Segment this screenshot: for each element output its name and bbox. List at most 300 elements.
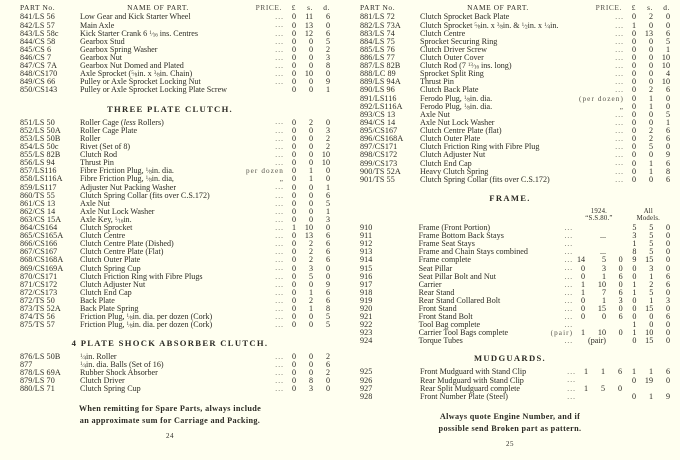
table-row [8, 86, 332, 94]
table-row [348, 30, 672, 38]
price-pence-cell: 1 [665, 44, 670, 54]
part-number-cell: 883/LS 74 [360, 28, 395, 38]
price-leader-cell: ... [275, 321, 284, 330]
price-leader-cell: ... [567, 392, 576, 401]
price-b-pence-cell: 0 [665, 328, 670, 338]
part-number-cell: 927 [360, 383, 373, 393]
part-name-cell: Roller [80, 133, 101, 143]
price-leader-cell: ... [615, 167, 624, 176]
price-leader-cell: ... [615, 62, 624, 71]
price-b-pounds-cell: 9 [632, 255, 637, 265]
part-name-cell: Ferodo Plug, $^1⁄_8in$. dia. [420, 101, 493, 112]
table-row [348, 265, 672, 273]
part-name-cell: Thrust Pin [420, 77, 454, 87]
part-name-cell: Gearbox Spring Washer [80, 44, 158, 54]
price-leader-cell: ... [615, 45, 624, 54]
price-leader-cell: ... [564, 223, 574, 232]
price-shillings-cell: 1 [308, 304, 313, 314]
part-name-cell: Thrust Pin [80, 158, 114, 168]
price-leader-cell: ... [275, 360, 284, 369]
table-row [348, 46, 672, 54]
part-name-cell: Clutch Spring Collar (fits over C.S.172) [80, 190, 210, 200]
part-name-cell: Clutch Adjuster Nut [420, 150, 486, 160]
part-number-cell: 921 [360, 312, 373, 322]
price-pence-cell: 0 [325, 263, 330, 273]
part-name-cell: Clutch Outer Cover [420, 52, 484, 62]
price-shillings-cell: 0 [648, 36, 653, 46]
price-pence-cell: 6 [325, 239, 330, 249]
part-number-cell: 855/LS 82B [20, 149, 61, 159]
table-row [348, 111, 672, 119]
part-name-cell: Clutch Centre Plate (Dished) [80, 239, 174, 249]
frame-price-col-a-header [573, 208, 625, 224]
part-number-cell: 872/TS 50 [20, 295, 55, 305]
price-pence-cell: 0 [325, 69, 330, 79]
price-pounds-cell: 0 [631, 85, 636, 95]
part-number-cell: 898/CS172 [360, 150, 398, 160]
price-shillings-cell: 13 [304, 231, 313, 241]
price-leader-cell: ... [615, 127, 624, 136]
part-name-cell: Carrier Tool Bags complete [418, 328, 509, 338]
part-name-cell: Sprocket Securing Ring [420, 36, 498, 46]
price-leader-cell: ... [275, 385, 284, 394]
price-leader-cell: ... [275, 224, 284, 232]
part-name-cell: Adjuster Nut Packing Washer [80, 182, 177, 192]
part-name-cell: Carrier [418, 279, 442, 289]
price-pounds-cell: 0 [291, 182, 296, 192]
price-pence-cell: 6 [325, 190, 330, 200]
price-pounds-cell: 0 [291, 133, 296, 143]
price-pounds-cell: 0 [291, 263, 296, 273]
price-a-pence-cell: 0 [617, 383, 622, 393]
table-row [8, 30, 332, 38]
part-name-cell: Sprocket Split Ring [420, 69, 484, 79]
price-shillings-cell: 1 [648, 101, 653, 111]
part-name-cell: Gearbox Nut [80, 52, 123, 62]
price-shillings-cell: 0 [308, 44, 313, 54]
price-pounds-cell: 0 [291, 149, 296, 159]
price-pounds-cell: 0 [291, 367, 296, 377]
right-footer-line-2: possible send Broken part as pattern. [438, 423, 582, 433]
price-a-pence-cell: 0 [618, 255, 623, 265]
price-a-pounds-cell: 0 [580, 295, 586, 305]
part-number-cell: 916 [360, 271, 373, 281]
price-shillings-cell: 3 [308, 263, 313, 273]
price-pounds-cell: 0 [291, 384, 296, 394]
price-a-shillings-cell: 5 [601, 255, 607, 265]
price-pence-cell: 3 [325, 52, 330, 62]
part-number-cell: 928 [360, 391, 373, 401]
price-pence-cell: 0 [665, 12, 670, 22]
price-leader-cell: ... [564, 288, 574, 297]
price-pence-cell: 8 [665, 166, 670, 176]
price-b-pence-cell: 0 [665, 304, 670, 313]
price-pounds-cell: 0 [291, 61, 296, 71]
price-pounds-cell: 0 [631, 28, 636, 38]
price-pence-cell: 1 [325, 85, 330, 95]
price-b-shillings-cell: 5 [649, 231, 654, 241]
left-footer-note [8, 403, 332, 427]
price-pence-cell: 8 [325, 61, 330, 71]
part-name-cell: Kick Starter Crank 6 $^1⁄_{16}$ ins. Centres [80, 28, 199, 39]
price-leader-cell: ... [564, 240, 574, 249]
price-leader-cell: ... [564, 312, 574, 321]
part-number-cell: 912 [360, 239, 373, 249]
price-shillings-cell: 2 [308, 295, 313, 305]
part-number-cell: 849/CS 66 [20, 77, 56, 87]
frame-col-b-line2: Models. [636, 214, 661, 222]
price-pence-cell: 5 [325, 312, 330, 322]
table-row [348, 313, 672, 321]
price-leader-cell: ... [615, 70, 624, 79]
part-number-cell: 859/LS117 [20, 182, 57, 192]
price-shillings-cell: 0 [308, 141, 313, 151]
price-b-pounds-cell: 0 [632, 271, 637, 281]
price-leader-cell: ... [615, 13, 624, 22]
price-shillings-cell: 0 [308, 61, 313, 71]
part-name-cell: Rivet (Set of 8) [80, 141, 131, 151]
part-number-cell: 867/CS167 [20, 247, 58, 257]
price-pounds-cell: 0 [291, 28, 296, 38]
part-name-cell: Front Stand [418, 304, 457, 313]
part-number-cell: 922 [360, 320, 373, 330]
price-shillings-cell: 0 [648, 61, 653, 71]
part-number-cell: 892/LS116A [360, 101, 403, 111]
price-leader-cell: ... [275, 134, 284, 143]
price-shillings-cell: 0 [648, 69, 653, 79]
price-leader-cell: ... [275, 313, 284, 322]
part-name-cell: Frame (Front Portion) [418, 223, 491, 233]
price-pence-cell: 6 [665, 126, 670, 136]
price-shillings-cell: 1 [308, 174, 313, 184]
part-number-cell: 885/LS 76 [360, 44, 395, 54]
part-number-cell: 926 [360, 375, 373, 385]
price-a-shillings-cell: 1 [600, 367, 605, 377]
part-number-cell: 891/LS116 [360, 93, 397, 103]
table-row [348, 86, 672, 94]
price-a-pounds-cell: 1 [580, 287, 586, 297]
part-number-cell: 878/LS 69A [20, 367, 61, 377]
part-number-cell: 901/TS 55 [360, 174, 395, 184]
price-a-pence-cell: 6 [618, 312, 623, 322]
price-shillings-cell: 0 [308, 206, 313, 216]
part-number-cell: 873/TS 52A [20, 304, 61, 314]
header-name-of-part: NAME OF PART. [467, 3, 529, 12]
price-leader-cell: ... [564, 272, 574, 281]
table-row [8, 151, 332, 159]
price-a-pounds-cell: 0 [580, 304, 586, 313]
price-pence-cell: 9 [325, 77, 330, 87]
price-a-pence-cell: 0 [618, 279, 623, 289]
price-b-pounds-cell: 1 [631, 367, 636, 377]
price-a-pounds-cell: 1 [580, 279, 586, 289]
price-pence-cell: 3 [325, 125, 330, 135]
part-number-cell: 841/LS 56 [20, 12, 55, 22]
price-pounds-cell: 0 [291, 320, 296, 330]
price-b-pounds-cell: 0 [632, 312, 637, 322]
price-leader-cell: ... [564, 296, 574, 305]
table-row [348, 393, 672, 401]
price-b-shillings-cell: 5 [649, 247, 654, 257]
frame-col-b-line1: All [643, 207, 653, 215]
part-name-cell: Front Mudguard with Stand Clip [420, 367, 527, 377]
price-b-shillings-cell: 2 [649, 279, 654, 289]
price-b-shillings-cell [639, 385, 656, 393]
frame-table [348, 208, 672, 346]
price-pounds-cell: 0 [631, 12, 636, 22]
part-name-cell: Friction Plug, $^1⁄_8in$. dia. per dozen (Cork) [80, 312, 213, 322]
part-name-cell: Clutch Adjuster Nut [80, 279, 146, 289]
part-name-cell: Low Gear and Kick Starter Wheel [80, 12, 191, 22]
part-name-cell: Roller Cage (less Rollers) [80, 117, 164, 127]
price-pence-cell: 10 [321, 149, 330, 159]
part-name-cell: Roller Cage Plate [80, 125, 138, 135]
price-b-pounds-cell: 3 [632, 231, 637, 241]
header-pounds: £ [291, 3, 296, 12]
price-leader-cell: ... [275, 45, 284, 54]
price-leader-cell: ... [564, 232, 574, 241]
price-shillings-cell: 0 [308, 133, 313, 143]
price-pence-cell: 6 [325, 12, 330, 22]
price-shillings-cell: 0 [308, 77, 313, 87]
table-row [348, 176, 672, 184]
part-number-cell: 879/LS 70 [20, 376, 55, 386]
price-pounds-cell: 0 [631, 52, 636, 62]
shock-absorber-clutch-table [8, 353, 332, 394]
part-name-cell: Fibre Friction Plug, $^1⁄_8in$. dia. [80, 166, 174, 176]
price-shillings-cell: 0 [308, 149, 313, 159]
part-number-cell: 899/CS173 [360, 158, 398, 168]
part-name-cell: $^1⁄_4in$. Roller [80, 351, 117, 362]
price-leader-cell: ... [275, 37, 284, 46]
part-number-cell: 877 [20, 359, 33, 369]
part-name-cell: Clutch Outer Plate [420, 134, 481, 144]
price-pounds-cell: 0 [291, 20, 296, 30]
price-leader-cell: ... [275, 126, 284, 135]
price-pounds-cell: 0 [291, 215, 296, 225]
price-leader-cell: ... [564, 256, 574, 265]
price-a-shillings-cell [591, 377, 608, 385]
price-pence-cell: 1 [325, 182, 330, 192]
part-name-cell: Clutch Friction Ring with Fibre Plugs [80, 271, 203, 281]
part-number-cell: 851/LS 50 [20, 117, 55, 127]
price-a-pence-cell: 6 [618, 271, 623, 281]
price-leader-cell: ... [275, 264, 284, 273]
price-b-pence-cell: 0 [665, 231, 670, 241]
part-number-cell: 875/TS 57 [20, 320, 55, 330]
right-parts-table [348, 4, 672, 184]
left-parts-table [8, 4, 332, 95]
price-pounds-cell: 0 [631, 158, 636, 168]
part-name-cell: Rear Split Mudguard complete [420, 383, 521, 393]
price-shillings-cell: 0 [308, 312, 313, 322]
price-b-pence-cell: 6 [665, 312, 670, 322]
price-a-pounds-cell: 1 [583, 383, 588, 393]
price-a-shillings-cell [591, 393, 608, 401]
section-title-three-plate-clutch: THREE PLATE CLUTCH. [106, 103, 233, 114]
part-number-cell: 914 [360, 255, 373, 265]
price-pence-cell: 6 [325, 295, 330, 305]
part-name-cell: Axle Key, $^1⁄_{16}in$. [80, 214, 132, 225]
table-row [8, 321, 332, 329]
table-row [348, 281, 672, 289]
price-pounds-cell: 0 [291, 190, 296, 200]
price-shillings-cell: 1 [648, 158, 653, 168]
part-number-cell: 910 [360, 223, 373, 233]
price-leader-cell: ... [275, 21, 284, 30]
price-a-shillings-cell: ... [599, 231, 607, 241]
price-leader-cell: ... [275, 304, 284, 313]
part-name-cell: Frame complete [418, 255, 472, 265]
price-pounds-cell: 0 [291, 77, 296, 87]
price-pence-cell: 10 [661, 61, 670, 71]
table-row [348, 329, 672, 337]
price-a-shillings-cell: 0 [601, 312, 607, 322]
price-leader-cell: ... [615, 110, 624, 119]
price-shillings-cell: 3 [308, 384, 313, 394]
price-b-pounds-cell: 1 [632, 320, 637, 330]
price-b-shillings-cell: 15 [645, 304, 654, 313]
header-pence: d. [663, 3, 670, 12]
part-name-cell: Clutch Sprocket Back Plate [420, 12, 510, 22]
price-shillings-cell: 0 [648, 174, 653, 184]
price-b-pounds-cell: 8 [632, 247, 637, 257]
price-b-pence-cell: 6 [665, 279, 670, 289]
table-row [348, 232, 672, 240]
part-number-cell: 845/CS 6 [20, 44, 52, 54]
price-b-pounds-cell: 0 [632, 336, 637, 346]
price-pence-cell: 2 [325, 351, 330, 361]
price-leader-cell: ... [275, 248, 284, 257]
price-pounds-cell: 0 [291, 247, 296, 257]
price-leader-cell: ... [275, 232, 284, 241]
part-name-cell: Clutch Outer Plate [80, 255, 141, 265]
section-title-mudguards: MUDGUARDS. [474, 353, 546, 364]
part-number-cell: 876/LS 50B [20, 351, 61, 361]
price-pence-cell: 0 [325, 376, 330, 386]
price-pounds-cell: 0 [291, 174, 296, 184]
table-row [348, 385, 672, 393]
price-leader-cell: ... [275, 256, 284, 265]
part-name-cell: Frame Seat Stays [418, 239, 475, 249]
price-b-pounds-cell: 1 [632, 279, 637, 289]
price-pounds-cell: 0 [631, 142, 636, 152]
price-pence-cell: 0 [325, 223, 330, 233]
part-number-cell: 900/TS 52A [360, 166, 401, 176]
part-number-cell: 882/LS 73A [360, 20, 401, 30]
part-name-cell: Clutch Driver [80, 376, 125, 386]
price-leader-cell: „ [619, 102, 624, 111]
price-shillings-cell: 10 [304, 223, 313, 233]
part-name-cell: Clutch End Cap [80, 287, 132, 297]
right-footer-line-1: Always quote Engine Number, and if [439, 411, 581, 421]
part-name-cell: Axle Nut [80, 198, 110, 208]
price-shillings-cell: 0 [308, 198, 313, 208]
part-number-cell: 842/LS 57 [20, 20, 55, 30]
price-shillings-cell: 0 [308, 52, 313, 62]
price-pounds-cell: 0 [631, 134, 636, 144]
part-name-cell: Frame and Chain Stays combined [418, 247, 528, 257]
part-number-cell: 852/LS 50A [20, 125, 61, 135]
price-pounds-cell: 0 [631, 174, 636, 184]
price-a-pounds-cell [573, 337, 588, 345]
price-b-pounds-cell: 0 [632, 295, 637, 305]
price-pence-cell: 6 [665, 134, 670, 144]
price-a-pounds-cell: 1 [583, 367, 588, 377]
price-pence-cell: 2 [325, 141, 330, 151]
price-pence-cell: 5 [665, 36, 670, 46]
price-leader-cell: ... [615, 118, 624, 127]
price-a-pence-cell [609, 337, 625, 345]
part-number-cell: 895/CS167 [360, 126, 398, 136]
price-pence-cell: 6 [325, 255, 330, 265]
part-name-cell: Axle Nut [420, 109, 450, 119]
price-pence-cell: 2 [325, 44, 330, 54]
part-number-cell: 924 [360, 336, 373, 346]
price-b-pence-cell: 0 [665, 255, 670, 265]
price-pence-cell: 1 [665, 118, 670, 128]
price-leader-cell: ... [615, 175, 624, 184]
price-b-pounds-cell: 1 [632, 239, 637, 249]
table-row [348, 297, 672, 305]
price-pounds-cell: 0 [291, 295, 296, 305]
price-pence-cell: 5 [325, 198, 330, 208]
price-leader-cell: ... [564, 337, 574, 346]
part-number-cell: 894/CS 14 [360, 118, 396, 128]
price-b-pence-cell: 0 [665, 223, 670, 233]
price-shillings-cell: 2 [308, 117, 313, 127]
price-a-pence-cell [608, 393, 624, 401]
price-b-pence-cell: 6 [665, 367, 670, 377]
price-pounds-cell: 0 [291, 141, 296, 151]
part-number-cell: 893/CS 13 [360, 109, 396, 119]
price-leader-cell: ... [275, 142, 284, 151]
header-price: PRICE. [595, 3, 622, 12]
price-a-pounds-cell [576, 393, 591, 401]
price-leader-cell: ... [275, 150, 284, 159]
part-number-cell: 868/CS168A [20, 255, 64, 265]
table-row [348, 22, 672, 30]
price-pounds-cell: 0 [631, 36, 636, 46]
price-a-pence-cell: 0 [618, 328, 623, 338]
part-number-cell: 869/CS169A [20, 263, 64, 273]
price-a-pounds-cell [573, 240, 588, 248]
price-b-shillings-cell: 1 [648, 391, 653, 401]
price-pounds-cell: 0 [291, 287, 296, 297]
price-pounds-cell: 0 [291, 198, 296, 208]
price-shillings-cell: 0 [308, 125, 313, 135]
price-a-pounds-cell [573, 232, 588, 240]
price-pence-cell: 8 [325, 304, 330, 314]
part-name-cell: Heavy Clutch Spring [420, 166, 489, 176]
price-shillings-cell: 10 [304, 69, 313, 79]
part-number-cell: 918 [360, 287, 373, 297]
part-name-cell: Clutch Centre Plate (Flat) [80, 247, 164, 257]
three-plate-clutch-table [8, 119, 332, 330]
price-pence-cell: 5 [665, 109, 670, 119]
price-shillings-cell: 0 [648, 118, 653, 128]
frame-rows [348, 224, 672, 345]
price-pounds-cell: 0 [631, 93, 636, 103]
price-shillings-cell: 2 [308, 255, 313, 265]
price-shillings-cell: 2 [648, 134, 653, 144]
price-pence-cell: 10 [321, 158, 330, 168]
price-a-pounds-cell: 0 [580, 312, 586, 322]
part-name-cell: Ferodo Plug, $^1⁄_8in$. dia. [420, 93, 493, 104]
part-name-cell: Seat Pillar [418, 263, 453, 273]
part-number-cell: 886/LS 77 [360, 52, 395, 62]
price-leader-cell: ... [615, 143, 624, 152]
